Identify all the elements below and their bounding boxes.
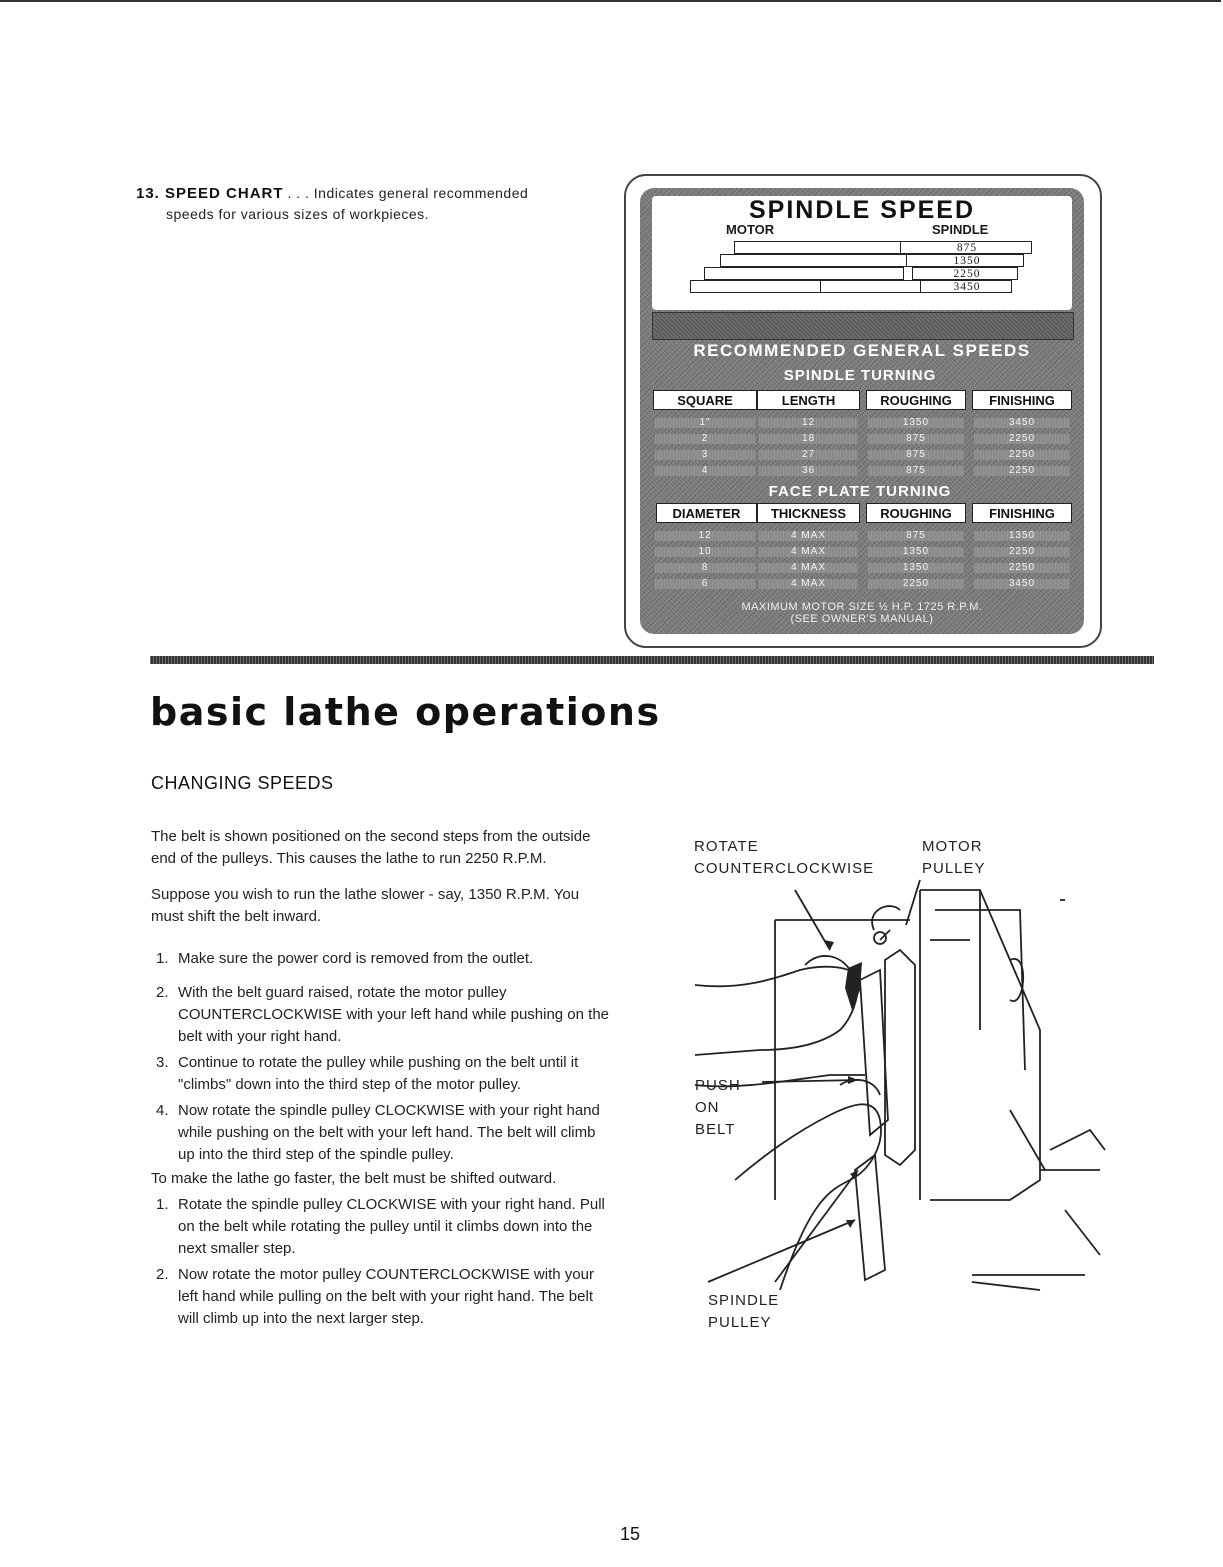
spindle-label: SPINDLE <box>932 222 989 237</box>
face-plate-cell: 875 <box>868 531 964 541</box>
motor-pulley-step <box>720 254 910 267</box>
recommended-speeds-title: RECOMMENDED GENERAL SPEEDS <box>693 341 1031 360</box>
spindle-turning-header: ROUGHING <box>866 390 966 410</box>
speed-chart-intro <box>136 183 616 224</box>
push-on-belt-label: PUSH ON BELT <box>695 1077 741 1138</box>
motor-pulley-step <box>734 241 906 254</box>
speed-chart-text-1: . . . Indicates general recommended <box>287 185 529 201</box>
face-plate-cell: 2250 <box>974 547 1070 557</box>
face-plate-cell: 4 MAX <box>759 563 858 573</box>
speed-chart-text-2: speeds for various sizes of workpieces. <box>166 206 430 222</box>
face-plate-header: ROUGHING <box>866 503 966 523</box>
step-text: Now rotate the spindle pulley CLOCKWISE with your right hand while pushing on the belt with your left hand. The belt will climb up into the third step of the spindle pulley. <box>178 1102 600 1163</box>
face-plate-cell: 1350 <box>868 547 964 557</box>
spindle-turning-header: FINISHING <box>972 390 1072 410</box>
list-item <box>151 1194 611 1260</box>
spindle-turning-cell: 875 <box>868 434 964 444</box>
spindle-turning-cell: 2250 <box>974 450 1070 460</box>
decal-dark-strip <box>652 312 1074 340</box>
section-heading: basic lathe operations <box>150 690 661 734</box>
spindle-turning-cell: 3450 <box>974 418 1070 428</box>
motor-pulley-step <box>704 267 904 280</box>
pulley-speed-value: 2250 <box>953 268 981 280</box>
step-number: 3. <box>156 1054 169 1071</box>
face-plate-cell: 6 <box>655 579 755 589</box>
face-plate-cell: 1350 <box>868 563 964 573</box>
section-divider <box>150 656 1154 664</box>
face-plate-cell: 4 MAX <box>759 579 858 589</box>
step-text: Make sure the power cord is removed from the outlet. <box>178 950 534 967</box>
face-plate-cell: 1350 <box>974 531 1070 541</box>
list-item <box>151 1052 611 1096</box>
step-number: 2. <box>156 984 169 1001</box>
motor-pulley-step <box>690 280 822 293</box>
spindle-turning-title: SPINDLE TURNING <box>783 367 937 384</box>
spindle-turning-cell: 875 <box>868 450 964 460</box>
owners-manual-note: (SEE OWNER'S MANUAL) <box>790 613 934 625</box>
spindle-turning-cell: 2 <box>655 434 755 444</box>
spindle-turning-cell: 36 <box>759 466 858 476</box>
face-plate-cell: 4 MAX <box>759 547 858 557</box>
paragraph: Suppose you wish to run the lathe slower - say, 1350 R.P.M. You must shift the belt inward. <box>151 886 580 925</box>
spindle-turning-cell: 18 <box>759 434 858 444</box>
step-number: 2. <box>156 1266 169 1283</box>
step-number: 1. <box>156 1196 169 1213</box>
spindle-turning-header: LENGTH <box>757 390 860 410</box>
step-text: With the belt guard raised, rotate the motor pulley COUNTERCLOCKWISE with your left hand while pushing on the belt with your right hand. <box>178 984 610 1045</box>
face-plate-cell: 3450 <box>974 579 1070 589</box>
list-item <box>151 948 611 970</box>
list-item <box>151 982 611 1048</box>
face-plate-turning-title: FACE PLATE TURNING <box>768 483 952 500</box>
pulley-speed-value: 3450 <box>953 281 981 293</box>
spindle-turning-cell: 1350 <box>868 418 964 428</box>
spindle-turning-cell: 1" <box>655 418 755 428</box>
max-motor-note: MAXIMUM MOTOR SIZE ½ H.P. 1725 R.P.M. <box>741 601 983 613</box>
face-plate-header: DIAMETER <box>656 503 757 523</box>
step-text: Continue to rotate the pulley while pushing on the belt until it "climbs" down into the third step of the motor pulley. <box>178 1054 579 1093</box>
motor-pulley-step <box>820 280 922 293</box>
instructions <box>151 826 611 1333</box>
face-plate-cell: 4 MAX <box>759 531 858 541</box>
step-number: 1. <box>156 950 169 967</box>
spindle-turning-cell: 875 <box>868 466 964 476</box>
face-plate-cell: 10 <box>655 547 755 557</box>
spindle-turning-cell: 2250 <box>974 434 1070 444</box>
list-item <box>151 1264 611 1330</box>
lathe-pulley-illustration <box>680 870 1110 1330</box>
pulley-speed-value: 1350 <box>953 255 981 267</box>
motor-label: MOTOR <box>726 222 775 237</box>
motor-pulley-label: MOTOR PULLEY <box>922 838 986 877</box>
spindle-pulley-label: SPINDLE PULLEY <box>708 1292 780 1331</box>
list-item <box>151 1100 611 1166</box>
pulley-speed-value: 875 <box>956 242 978 254</box>
spindle-turning-cell: 3 <box>655 450 755 460</box>
paragraph: The belt is shown positioned on the second steps from the outside end of the pulleys. This causes the lathe to run 2250 R.P.M. <box>151 828 591 867</box>
rotate-counterclockwise-label: ROTATE COUNTERCLOCKWISE <box>694 838 875 877</box>
spindle-turning-header: SQUARE <box>653 390 757 410</box>
paragraph: To make the lathe go faster, the belt must be shifted outward. <box>151 1170 557 1187</box>
speed-chart-title: 13. SPEED CHART <box>136 185 284 202</box>
step-number: 4. <box>156 1102 169 1119</box>
section-subheading: CHANGING SPEEDS <box>151 773 334 793</box>
spindle-speed-panel <box>652 196 1072 310</box>
spindle-turning-cell: 4 <box>655 466 755 476</box>
faster-steps <box>151 1194 611 1330</box>
spindle-turning-cell: 2250 <box>974 466 1070 476</box>
page-number: 15 <box>619 1524 641 1544</box>
face-plate-cell: 8 <box>655 563 755 573</box>
face-plate-header: FINISHING <box>972 503 1072 523</box>
step-text: Now rotate the motor pulley COUNTERCLOCKWISE with your left hand while pulling on the belt with your right hand. The belt will climb up into the next larger step. <box>178 1266 594 1327</box>
slower-steps <box>151 948 611 1166</box>
face-plate-header: THICKNESS <box>757 503 860 523</box>
spindle-turning-cell: 27 <box>759 450 858 460</box>
spindle-speed-title: SPINDLE SPEED <box>748 196 976 224</box>
face-plate-cell: 2250 <box>974 563 1070 573</box>
face-plate-cell: 12 <box>655 531 755 541</box>
spindle-turning-cell: 12 <box>759 418 858 428</box>
face-plate-cell: 2250 <box>868 579 964 589</box>
step-text: Rotate the spindle pulley CLOCKWISE with your right hand. Pull on the belt while rotating the pulley until it climbs down into the next smaller step. <box>178 1196 605 1257</box>
